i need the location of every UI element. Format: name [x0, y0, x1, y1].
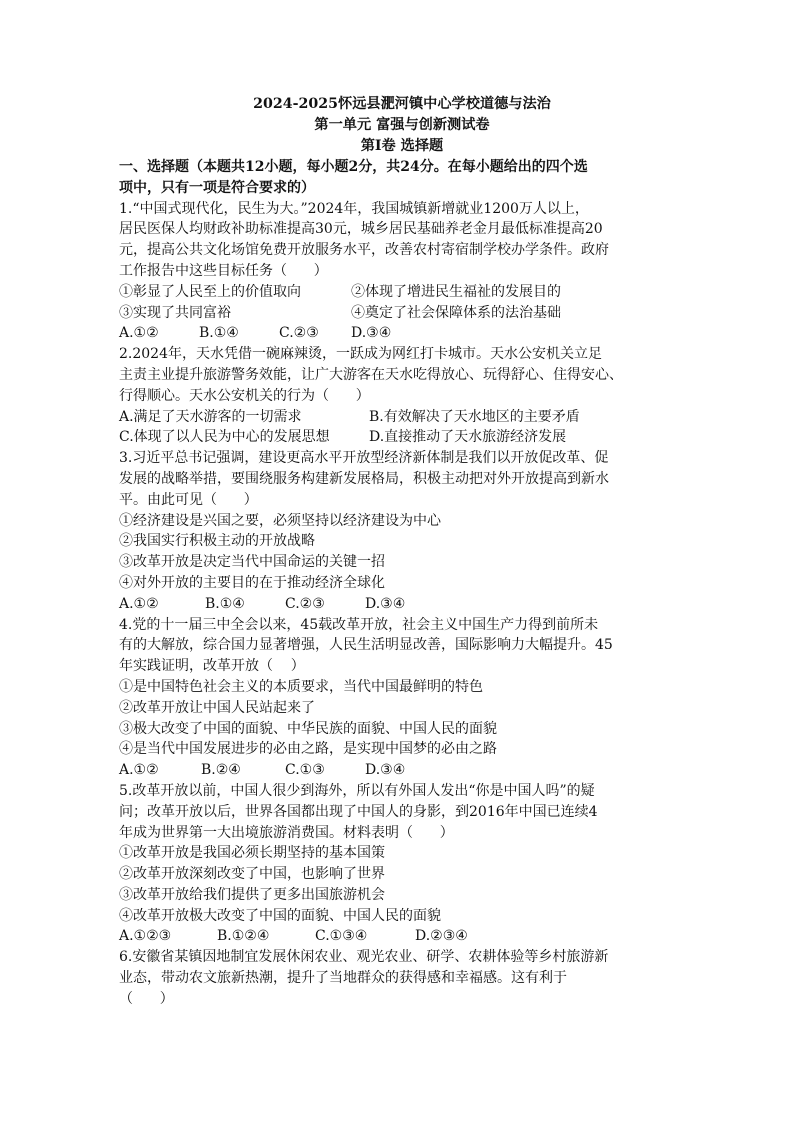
question-2 — [119, 344, 685, 448]
answer-choice: B.①④ — [199, 325, 239, 342]
answer-choice: D.③④ — [351, 325, 392, 342]
option: ①经济建设是兴国之要，必须坚持以经济建设为中心 — [119, 512, 441, 529]
answer-choice: C.①③ — [285, 762, 325, 779]
option: ②我国实行积极主动的开放战略 — [119, 533, 315, 550]
question-text: 年实践证明，改革开放（ ） — [119, 658, 305, 675]
question-text: 2.2024年，天水凭借一碗麻辣烫，一跃成为网红打卡城市。天水公安机关立足 — [119, 346, 602, 363]
answer-choice: A.①② — [119, 762, 159, 779]
answer-choice: B.有效解决了天水地区的主要矛盾 — [369, 408, 580, 425]
answer-choice: A.①② — [119, 325, 159, 342]
question-text: 年成为世界第一大出境旅游消费国。材料表明（ ） — [119, 824, 454, 841]
option: ④改革开放极大改变了中国的面貌、中国人民的面貌 — [119, 907, 441, 924]
exam-page — [119, 94, 685, 1010]
answer-row — [119, 407, 685, 428]
question-text: 工作报告中这些目标任务（ ） — [119, 262, 328, 279]
question-text: 问；改革开放以后，世界各国都出现了中国人的身影，到2016年中国已连续4 — [119, 803, 598, 820]
answer-row — [119, 760, 685, 781]
question-3 — [119, 448, 685, 614]
question-text: 主责主业提升旅游警务效能，让广大游客在天水吃得放心、玩得舒心、住得安心、 — [119, 366, 623, 383]
option: ②体现了增进民生福祉的发展目的 — [351, 283, 561, 300]
answer-choice: A.满足了天水游客的一切需求 — [119, 408, 302, 425]
section-heading-line1: 一、选择题（本题共12小题，每小题2分，共24分。在每小题给出的四个选 — [119, 159, 588, 175]
answer-choice: D.②③④ — [415, 928, 468, 945]
answer-choice: A.①② — [119, 595, 159, 612]
option: ④奠定了社会保障体系的法治基础 — [351, 304, 561, 321]
answer-choice: C.②③ — [279, 325, 319, 342]
part-title: 第Ⅰ卷 选择题 — [360, 138, 444, 154]
answer-row — [119, 594, 685, 615]
option: ③实现了共同富裕 — [119, 304, 231, 321]
question-text: 业态，带动农文旅新热潮，提升了当地群众的获得感和幸福感。这有利于 — [119, 970, 567, 987]
question-text: 4.党的十一届三中全会以来，45载改革开放，社会主义中国生产力得到前所未 — [119, 616, 599, 633]
answer-choice: B.①④ — [205, 595, 245, 612]
answer-choice: A.①②③ — [119, 928, 172, 945]
answer-choice: C.②③ — [285, 595, 325, 612]
option: ①改革开放是我国必须长期坚持的基本国策 — [119, 845, 385, 862]
question-text: 1.“中国式现代化，民生为大。”2024年，我国城镇新增就业1200万人以上， — [119, 200, 589, 217]
option-row — [119, 303, 685, 324]
exam-title: 2024-2025怀远县淝河镇中心学校道德与法治 — [253, 96, 551, 112]
answer-choice: D.③④ — [365, 595, 406, 612]
answer-choice: C.体现了以人民为中心的发展思想 — [119, 429, 330, 446]
option: ③改革开放是决定当代中国命运的关键一招 — [119, 554, 385, 571]
option: ②改革开放深刻改变了中国，也影响了世界 — [119, 866, 385, 883]
question-text: 发展的战略举措，要围绕服务构建新发展格局，积极主动把对外开放提高到新水 — [119, 470, 609, 487]
answer-choice: D.③④ — [365, 762, 406, 779]
question-5 — [119, 781, 685, 947]
answer-choice: D.直接推动了天水旅游经济发展 — [369, 429, 567, 446]
option: ④是当代中国发展进步的必由之路，是实现中国梦的必由之路 — [119, 741, 497, 758]
answer-choice: B.②④ — [201, 762, 241, 779]
exam-subtitle: 第一单元 富强与创新测试卷 — [314, 117, 490, 133]
option-row — [119, 282, 685, 303]
answer-row — [119, 323, 685, 344]
answer-choice: C.①③④ — [315, 928, 368, 945]
option: ③改革开放给我们提供了更多出国旅游机会 — [119, 886, 385, 903]
option: ②改革开放让中国人民站起来了 — [119, 699, 315, 716]
answer-row — [119, 926, 685, 947]
section-heading-line2: 项中，只有一项是符合要求的） — [119, 179, 315, 196]
question-text: 行得顺心。天水公安机关的行为（ ） — [119, 387, 370, 404]
question-6 — [119, 947, 685, 1009]
answer-row — [119, 427, 685, 448]
question-text: 有的大解放，综合国力显著增强，人民生活明显改善，国际影响力大幅提升。45 — [119, 637, 613, 654]
option: ①彰显了人民至上的价值取向 — [119, 283, 301, 300]
option: ①是中国特色社会主义的本质要求，当代中国最鲜明的特色 — [119, 678, 483, 695]
option: ④对外开放的主要目的在于推动经济全球化 — [119, 574, 385, 591]
question-text: 6.安徽省某镇因地制宜发展休闲农业、观光农业、研学、农耕体验等乡村旅游新 — [119, 949, 609, 966]
question-text: 元，提高公共文化场馆免费开放服务水平，改善农村寄宿制学校办学条件。政府 — [119, 242, 609, 259]
question-text: 5.改革开放以前，中国人很少到海外，所以有外国人发出“你是中国人吗”的疑 — [119, 782, 595, 799]
question-text: 居民医保人均财政补助标准提高30元，城乡居民基础养老金月最低标准提高20 — [119, 221, 603, 238]
option: ③极大改变了中国的面貌、中华民族的面貌、中国人民的面貌 — [119, 720, 497, 737]
question-text: （ ） — [119, 990, 174, 1007]
question-text: 3.习近平总书记强调，建设更高水平开放型经济新体制是我们以开放促改革、促 — [119, 450, 609, 467]
question-1 — [119, 199, 685, 345]
question-4 — [119, 615, 685, 781]
question-text: 平。由此可见（ ） — [119, 491, 258, 508]
answer-choice: B.①②④ — [217, 928, 270, 945]
